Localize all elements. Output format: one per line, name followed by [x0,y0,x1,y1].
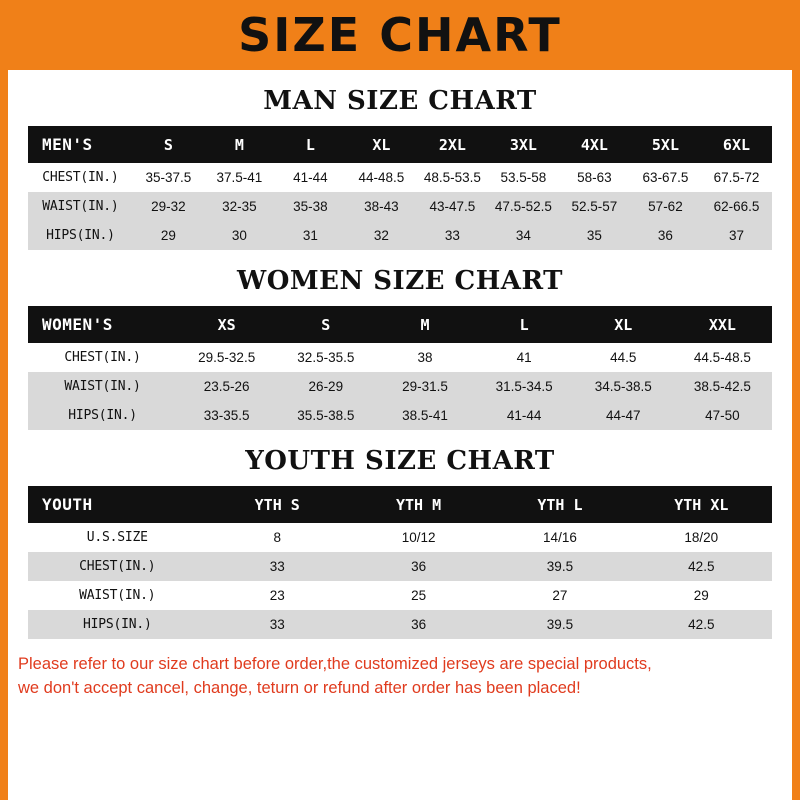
column-header: YTH S [207,486,348,523]
column-header: YTH L [489,486,630,523]
row-header: HIPS(IN.) [28,221,133,250]
men-size-chart [28,126,772,250]
column-header: 4XL [559,126,630,163]
column-header: M [375,306,474,343]
cell: 41-44 [475,401,574,430]
cell: 23.5-26 [177,372,276,401]
table-row [28,523,772,552]
cell: 38-43 [346,192,417,221]
table-row [28,401,772,430]
cell: 32-35 [204,192,275,221]
cell: 34 [488,221,559,250]
cell: 44-47 [574,401,673,430]
cell: 41 [475,343,574,372]
cell: 29 [631,581,772,610]
cell: 53.5-58 [488,163,559,192]
cell: 52.5-57 [559,192,630,221]
cell: 62-66.5 [701,192,772,221]
cell: 44.5-48.5 [673,343,772,372]
banner [0,0,800,70]
cell: 29 [133,221,204,250]
row-header: WAIST(IN.) [28,581,207,610]
cell: 39.5 [489,552,630,581]
row-header: CHEST(IN.) [28,163,133,192]
cell: 38.5-41 [375,401,474,430]
cell: 37 [701,221,772,250]
cell: 27 [489,581,630,610]
cell: 35-37.5 [133,163,204,192]
cell: 47.5-52.5 [488,192,559,221]
cell: 31.5-34.5 [475,372,574,401]
cell: 26-29 [276,372,375,401]
women-section-title: WOMEN SIZE CHART [237,266,563,296]
cell: 41-44 [275,163,346,192]
cell: 32 [346,221,417,250]
cell: 35.5-38.5 [276,401,375,430]
cell: 38.5-42.5 [673,372,772,401]
page-title: SIZE CHART [238,8,562,62]
men-section-title: MAN SIZE CHART [263,86,537,116]
cell: 36 [348,552,489,581]
cell: 23 [207,581,348,610]
youth-size-chart [28,486,772,639]
row-header: HIPS(IN.) [28,401,177,430]
column-header: WOMEN'S [28,306,177,343]
cell: 44.5 [574,343,673,372]
column-header: XL [574,306,673,343]
cell: 29-32 [133,192,204,221]
column-header: S [133,126,204,163]
column-header: YTH M [348,486,489,523]
row-header: CHEST(IN.) [28,552,207,581]
row-header: HIPS(IN.) [28,610,207,639]
cell: 44-48.5 [346,163,417,192]
cell: 33 [207,610,348,639]
youth-section-title: YOUTH SIZE CHART [245,446,555,476]
table-row [28,221,772,250]
cell: 36 [348,610,489,639]
cell: 47-50 [673,401,772,430]
table-header-row [28,126,772,163]
column-header: 2XL [417,126,488,163]
row-header: WAIST(IN.) [28,192,133,221]
cell: 14/16 [489,523,630,552]
cell: 39.5 [489,610,630,639]
column-header: YOUTH [28,486,207,523]
table-header-row [28,306,772,343]
cell: 42.5 [631,552,772,581]
column-header: XXL [673,306,772,343]
cell: 42.5 [631,610,772,639]
column-header: S [276,306,375,343]
cell: 18/20 [631,523,772,552]
row-header: WAIST(IN.) [28,372,177,401]
column-header: L [475,306,574,343]
cell: 35-38 [275,192,346,221]
column-header: XS [177,306,276,343]
column-header: 6XL [701,126,772,163]
cell: 48.5-53.5 [417,163,488,192]
cell: 33 [207,552,348,581]
cell: 36 [630,221,701,250]
footer-note-line2: we don't accept cancel, change, teturn or refund after order has been placed! [18,678,581,697]
column-header: M [204,126,275,163]
table-row [28,581,772,610]
table-row [28,343,772,372]
cell: 32.5-35.5 [276,343,375,372]
women-size-chart [28,306,772,430]
column-header: YTH XL [631,486,772,523]
cell: 63-67.5 [630,163,701,192]
cell: 37.5-41 [204,163,275,192]
cell: 8 [207,523,348,552]
column-header: 3XL [488,126,559,163]
table-row [28,192,772,221]
cell: 30 [204,221,275,250]
table-header-row [28,486,772,523]
cell: 34.5-38.5 [574,372,673,401]
column-header: 5XL [630,126,701,163]
cell: 58-63 [559,163,630,192]
footer-note-line1: Please refer to our size chart before order,the customized jerseys are special products, [18,655,652,673]
table-row [28,163,772,192]
cell: 29.5-32.5 [177,343,276,372]
table-row [28,372,772,401]
column-header: XL [346,126,417,163]
cell: 57-62 [630,192,701,221]
footer-note [18,653,782,701]
cell: 29-31.5 [375,372,474,401]
cell: 35 [559,221,630,250]
row-header: U.S.SIZE [28,523,207,552]
cell: 33 [417,221,488,250]
column-header: L [275,126,346,163]
table-row [28,610,772,639]
row-header: CHEST(IN.) [28,343,177,372]
cell: 33-35.5 [177,401,276,430]
cell: 67.5-72 [701,163,772,192]
cell: 25 [348,581,489,610]
cell: 43-47.5 [417,192,488,221]
column-header: MEN'S [28,126,133,163]
cell: 10/12 [348,523,489,552]
cell: 31 [275,221,346,250]
cell: 38 [375,343,474,372]
table-row [28,552,772,581]
